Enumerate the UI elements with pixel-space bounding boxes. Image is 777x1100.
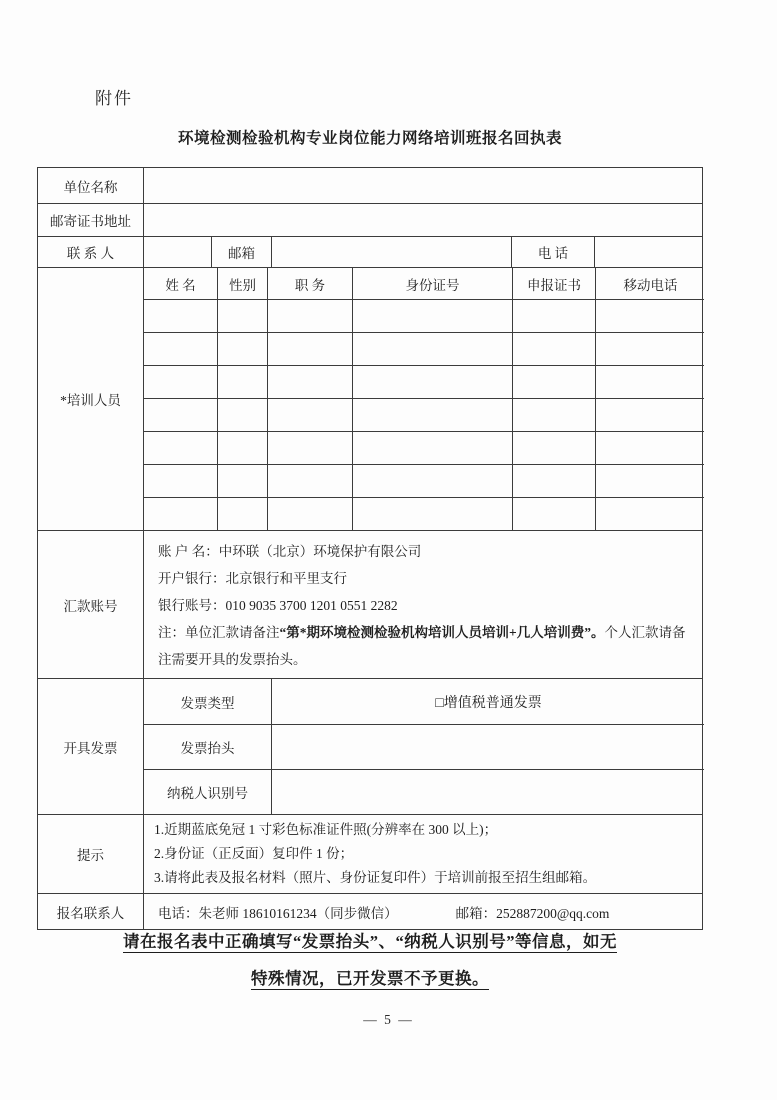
tips-label: 提示 bbox=[77, 848, 104, 863]
trainee-input-cell bbox=[352, 399, 512, 431]
trainee-input-cell bbox=[217, 300, 267, 332]
tip-item: 3.请将此表及报名材料（照片、身份证复印件）于培训前报至招生组邮箱。 bbox=[154, 870, 597, 885]
trainee-input-cell bbox=[267, 465, 352, 497]
trainee-input-cell bbox=[217, 333, 267, 365]
trainee-input-cell bbox=[144, 465, 217, 497]
trainee-input-cell bbox=[352, 366, 512, 398]
trainee-input-cell bbox=[512, 300, 595, 332]
trainee-input-cell bbox=[217, 399, 267, 431]
table-row bbox=[38, 168, 702, 203]
trainee-row bbox=[144, 398, 704, 431]
page-title: 环境检测检验机构专业岗位能力网络培训班报名回执表 bbox=[177, 130, 562, 147]
mailing-address-field bbox=[143, 204, 704, 236]
trainee-input-cell bbox=[512, 498, 595, 530]
trainees-label: *培训人员 bbox=[60, 393, 121, 408]
table-row bbox=[38, 267, 702, 530]
trainee-input-cell bbox=[595, 300, 705, 332]
footer-warning-line-2: 特殊情况，已开发票不予更换。 bbox=[251, 969, 489, 988]
trainee-input-cell bbox=[512, 333, 595, 365]
tip-item: 2.身份证（正反面）复印件 1 份； bbox=[154, 846, 354, 861]
invoice-label: 开具发票 bbox=[63, 740, 118, 756]
tip-item: 1.近期蓝底免冠 1 寸彩色标准证件照(分辨率在 300 以上)； bbox=[154, 822, 498, 837]
trainee-input-cell bbox=[217, 498, 267, 530]
trainee-input-cell bbox=[144, 333, 217, 365]
registration-contact-email: 邮箱：252887200@qq.com bbox=[455, 905, 610, 921]
tips-list bbox=[143, 815, 704, 893]
trainee-row bbox=[144, 497, 704, 530]
trainee-input-cell bbox=[144, 399, 217, 431]
trainee-input-cell bbox=[352, 432, 512, 464]
contact-phone-label: 电 话 bbox=[511, 237, 594, 267]
trainee-input-cell bbox=[595, 366, 705, 398]
trainee-input-cell bbox=[595, 465, 705, 497]
remittance-note-bold: “第*期环境检测检验机构培训人员培训+几人培训费”。 bbox=[279, 625, 605, 640]
table-row bbox=[38, 814, 702, 893]
table-row bbox=[38, 236, 702, 267]
trainee-input-cell bbox=[352, 333, 512, 365]
trainee-input-cell bbox=[352, 465, 512, 497]
invoice-subtable bbox=[143, 679, 704, 814]
trainee-input-cell bbox=[217, 465, 267, 497]
trainee-grid bbox=[143, 268, 704, 530]
invoice-title-row bbox=[144, 724, 704, 769]
trainee-input-cell bbox=[267, 333, 352, 365]
trainee-input-cell bbox=[352, 498, 512, 530]
table-row bbox=[38, 678, 702, 814]
registration-form-table bbox=[37, 167, 703, 930]
trainee-input-cell bbox=[144, 300, 217, 332]
remittance-account-number: 银行账号：010 9035 3700 1201 0551 2282 bbox=[158, 598, 398, 613]
trainee-input-cell bbox=[217, 432, 267, 464]
remittance-note-suffix: 个人汇款请备注需要开具的发票抬头。 bbox=[158, 625, 686, 667]
remittance-details bbox=[143, 531, 704, 678]
remittance-note bbox=[158, 619, 690, 673]
footer-warning-line-1: 请在报名表中正确填写“发票抬头”、“纳税人识别号”等信息，如无 bbox=[123, 932, 617, 951]
trainee-row bbox=[144, 365, 704, 398]
table-row bbox=[38, 203, 702, 236]
trainee-column-header: 申报证书 bbox=[512, 268, 595, 299]
trainee-input-cell bbox=[267, 399, 352, 431]
page-number: — 5 — bbox=[363, 1012, 414, 1027]
invoice-type-row bbox=[144, 679, 704, 724]
table-row bbox=[38, 893, 702, 929]
contact-phone-field bbox=[594, 237, 704, 267]
trainee-input-cell bbox=[512, 366, 595, 398]
invoice-type-checkbox-value: □增值税普通发票 bbox=[271, 679, 705, 724]
contact-email-label: 邮箱 bbox=[211, 237, 271, 267]
trainee-row bbox=[144, 332, 704, 365]
registration-contact-details bbox=[143, 894, 704, 929]
contact-person-field bbox=[143, 237, 211, 267]
taxpayer-id-label: 纳税人识别号 bbox=[167, 786, 248, 801]
trainee-input-cell bbox=[512, 432, 595, 464]
table-row bbox=[38, 530, 702, 678]
trainee-row bbox=[144, 299, 704, 332]
invoice-title-label: 发票抬头 bbox=[180, 741, 235, 756]
registration-contact-phone: 电话：朱老师 18610161234（同步微信） bbox=[158, 905, 398, 921]
taxpayer-id-field bbox=[271, 770, 705, 814]
trainee-input-cell bbox=[267, 498, 352, 530]
contact-person-label: 联 系 人 bbox=[66, 246, 115, 261]
trainee-input-cell bbox=[267, 432, 352, 464]
remittance-note-prefix: 注：单位汇款请备注 bbox=[158, 625, 280, 640]
trainee-input-cell bbox=[595, 498, 705, 530]
trainee-input-cell bbox=[144, 366, 217, 398]
trainee-input-cell bbox=[512, 465, 595, 497]
trainee-column-header: 身份证号 bbox=[352, 268, 512, 299]
trainee-input-cell bbox=[352, 300, 512, 332]
trainee-column-header: 姓 名 bbox=[165, 277, 196, 293]
trainee-column-header: 职 务 bbox=[267, 268, 352, 299]
trainee-input-cell bbox=[144, 498, 217, 530]
trainee-input-cell bbox=[512, 399, 595, 431]
registration-contact-label: 报名联系人 bbox=[56, 905, 125, 921]
remittance-label: 汇款账号 bbox=[63, 598, 118, 614]
invoice-title-field bbox=[271, 725, 705, 769]
contact-email-field bbox=[271, 237, 511, 267]
unit-name-field bbox=[143, 168, 704, 203]
trainee-input-cell bbox=[595, 399, 705, 431]
trainee-column-header: 性别 bbox=[217, 268, 267, 299]
trainee-input-cell bbox=[595, 432, 705, 464]
mailing-address-label: 邮寄证书地址 bbox=[50, 214, 131, 229]
trainee-input-cell bbox=[144, 432, 217, 464]
remittance-bank: 开户银行：北京银行和平里支行 bbox=[158, 571, 347, 586]
invoice-type-label: 发票类型 bbox=[180, 695, 235, 711]
attachment-label: 附件 bbox=[95, 89, 133, 108]
trainee-row bbox=[144, 464, 704, 497]
trainee-input-cell bbox=[267, 300, 352, 332]
trainee-input-cell bbox=[217, 366, 267, 398]
taxpayer-id-row bbox=[144, 769, 704, 814]
trainee-column-header: 移动电话 bbox=[595, 268, 705, 299]
trainee-input-cell bbox=[267, 366, 352, 398]
remittance-account-name: 账 户 名：中环联（北京）环境保护有限公司 bbox=[158, 544, 422, 559]
unit-name-label: 单位名称 bbox=[63, 179, 118, 195]
trainee-row bbox=[144, 431, 704, 464]
trainee-input-cell bbox=[595, 333, 705, 365]
